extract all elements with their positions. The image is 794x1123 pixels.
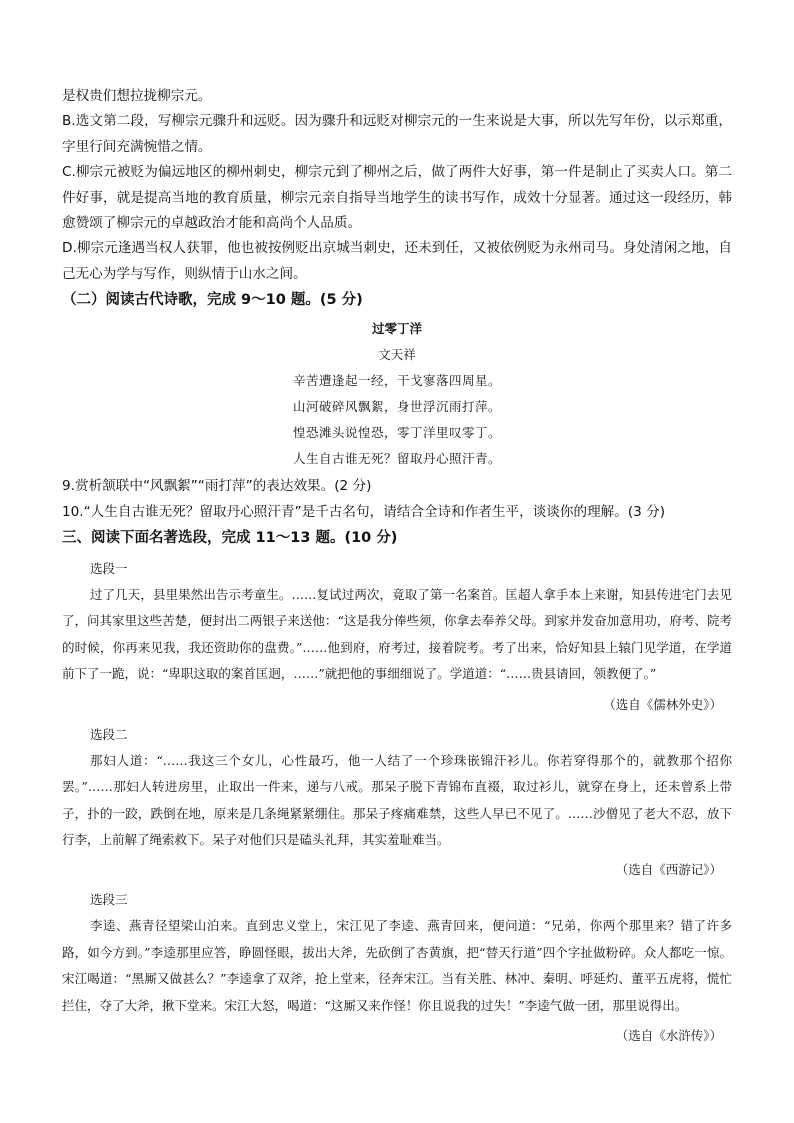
excerpt-source: （选自《水浒传》） [615, 1027, 722, 1043]
excerpt-source: （选自《西游记》） [615, 862, 722, 878]
option-a-tail: 是权贵们想拉拢柳宗元。 [62, 88, 212, 104]
excerpt-text: 那妇人道：“……我这三个女儿，心性最巧，他一人结了一个珍珠嵌锦汗衫儿。你若穿得那个的，就教那个招你罢。”……那妇人转进房里，止取出一件来，递与八戒。那呆子脱下青锦布直裰，取过衫儿，就穿在身上，还未曾系上带子，扑的一跤，跌倒在地，原来是几条绳紧紧绷住。那呆子疼痛难禁，这些人早已不见了。……沙僧见了老大不忍，放下行李，上前解了绳索救下。呆子对他们只是磕头礼拜，其实羞耻难当。 [62, 752, 732, 847]
excerpt-label: 选段三 [90, 892, 128, 908]
question-8-options [62, 84, 732, 287]
option-b: B.选文第二段，写柳宗元骤升和远贬。因为骤升和远贬对柳宗元的一生来说是大事，所以先写年份，以示郑重，字里行间充满惋惜之情。 [62, 113, 732, 155]
poem [62, 316, 732, 472]
section-2-heading: （二）阅读古代诗歌，完成 9～10 题。(5 分) [62, 292, 363, 309]
section-3-heading: 三、阅读下面名著选段，完成 11～13 题。(10 分) [62, 530, 398, 547]
excerpt-text: 过了几天，县里果然出告示考童生。……复试过两次，竟取了第一名案首。匡超人拿手本上来谢，知县传进宅门去见了，问其家里这些苦楚，便封出二两银子来送他：“这是我分俸些须，你拿去奉养父母。到家并发奋加意用功，府考、院考的时候，你再来见我，我还资助你的盘费。”……他到府，府考过，接着院考。考了出来，恰好知县上辕门见学道，在学道前下了一跪，说：“卑职这取的案首匡迥，……”就把他的事细细说了。学道道：“……贵县请回，领教便了。” [62, 587, 732, 682]
question-9: 9.赏析颔联中“风飘絮”“雨打萍”的表达效果。(2 分) [62, 478, 372, 495]
poem-title: 过零丁洋 [371, 321, 422, 337]
excerpt-text: 李逵、燕青径望梁山泊来。直到忠义堂上，宋江见了李逵、燕青回来，便问道：“兄弟，你两个那里来？错了许多路，如今方到。”李逵那里应答，睁圆怪眼，拔出大斧，先砍倒了杏黄旗，把“替天行道”四个字扯做粉碎。众人都吃一惊。宋江喝道：“黑厮又做甚么？”李逵拿了双斧，抢上堂来，径奔宋江。当有关胜、林冲、秦明、呼延灼、董平五虎将，慌忙拦住，夺了大斧，揪下堂来。宋江大怒，喝道：“这厮又来作怪！你且说我的过失！”李逵气做一团，那里说得出。 [62, 918, 732, 1013]
excerpt-1 [62, 556, 732, 718]
question-10: 10.“人生自古谁无死？留取丹心照汗青”是千古名句，请结合全诗和作者生平，谈谈你的理解。(3 分) [62, 503, 666, 520]
poem-line: 山河破碎风飘絮，身世浮沉雨打萍。 [292, 399, 501, 415]
excerpt-label: 选段一 [90, 561, 128, 577]
poem-author: 文天祥 [378, 347, 416, 363]
poem-line: 辛苦遭逢起一经，干戈寥落四周星。 [292, 373, 501, 389]
excerpt-3 [62, 887, 732, 1049]
option-d: D.柳宗元逢遇当权人获罪，他也被按例贬出京城当刺史，还未到任，又被依例贬为永州司马。身处清闲之地，自己无心为学与写作，则纵情于山水之间。 [62, 240, 732, 282]
option-c: C.柳宗元被贬为偏远地区的柳州刺史，柳宗元到了柳州之后，做了两件大好事，第一件是制止了买卖人口。第二件好事，就是提高当地的教育质量，柳宗元亲自指导当地学生的读书写作，成效十分显著。通过这一段经历，韩愈赞颂了柳宗元的卓越政治才能和高尚个人品质。 [62, 164, 732, 232]
poem-line: 人生自古谁无死？留取丹心照汗青。 [292, 451, 501, 467]
excerpt-2 [62, 722, 732, 884]
excerpt-source: （选自《儒林外史》） [603, 696, 722, 712]
excerpt-label: 选段二 [90, 726, 128, 742]
poem-line: 惶恐滩头说惶恐，零丁洋里叹零丁。 [292, 425, 501, 441]
